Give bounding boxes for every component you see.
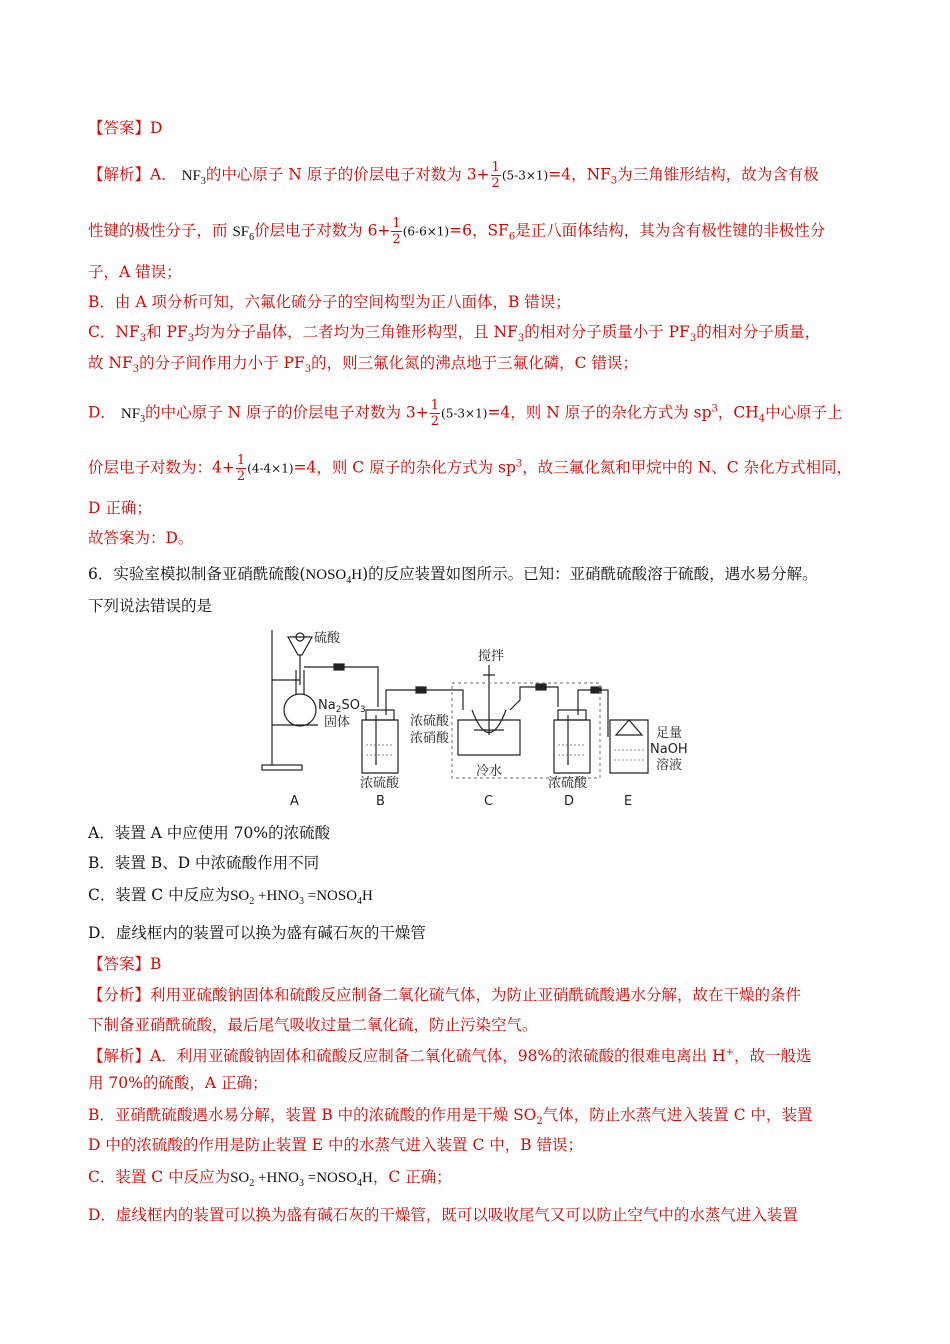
answer-value: D xyxy=(150,119,163,137)
q5-conclusion: 故答案为：D。 xyxy=(88,529,194,547)
fraction-half: $\frac{1}{2}$ xyxy=(236,453,246,484)
label-d-acid: 浓硫酸 xyxy=(548,776,588,791)
letter-e: E xyxy=(624,794,633,809)
q6-jiexi-b-line-2: D 中的浓硫酸的作用是防止装置 E 中的水蒸气进入装置 C 中，B 错误； xyxy=(88,1136,584,1154)
fraction-half: $\frac{1}{2}$ xyxy=(491,160,500,191)
q6-stem-line-2: 下列说法错误的是 xyxy=(88,597,213,615)
label-conc-hno3: 浓硝酸 xyxy=(410,731,450,746)
nosoh-formula: $NOSO_4H$ xyxy=(305,567,363,586)
label-b-acid: 浓硫酸 xyxy=(360,776,400,791)
q5-option-c-line-2: 故 $NF_3$的分子间作用力小于 $PF_3$的，则三氟化氮的沸点地于三氟化磷，C 错误； xyxy=(88,354,638,376)
sf6-formula: $SF_6$ xyxy=(232,223,255,243)
q6-fenxi-line-1: 【分析】利用亚硫酸钠固体和硫酸反应制备二氧化硫气体，为防止亚硝酰硫酸遇水分解，故在干燥的条件 xyxy=(88,986,802,1004)
q6-stem-line-1: 6．实验室模拟制备亚硝酰硫酸$(NOSO_4H)$的反应装置如图所示。已知：亚硝酰硫酸溶于硫酸，遇水易分解。 xyxy=(88,565,818,586)
q6-option-a: A．装置 A 中应使用 70%的浓硫酸 xyxy=(88,824,331,842)
label-acid: 硫酸 xyxy=(314,631,341,646)
q5-option-d-line-1: D． $NF_3$的中心原子 N 原子的价层电子对数为 3+ $\frac{1}{2}$ (5-3×1)=4，则 N 原子的杂化方式为 $sp^3$，$CH_4$中心原子上 xyxy=(88,398,843,429)
answer-tag: 【答案】 xyxy=(88,119,151,137)
q6-jiexi-a-line-2: 用 70%的硫酸，A 正确； xyxy=(88,1074,268,1092)
label-enough: 足量 xyxy=(656,726,683,741)
q5-analysis-line-1: 【解析】A． $NF_3$的中心原子 N 原子的价层电子对数为 3+ $\frac{1}{2}$ (5-3×1)=4，$NF_3$为三角锥形结构，故为含有极 xyxy=(88,160,819,191)
q6-jiexi-b-line-1: B．亚硝酰硫酸遇水易分解，装置 B 中的浓硫酸的作用是干燥 $SO_2$气体，防止水蒸气进入装置 C 中，装置 xyxy=(88,1106,813,1128)
q6-option-c: C．装置 C 中反应为$SO_2 +HNO_3$ $=NOSO_4H$ xyxy=(88,886,373,907)
q6-answer: 【答案】B xyxy=(88,955,162,973)
nf3-formula: $NF_3$ xyxy=(181,167,206,187)
reaction-equation: $SO_2 +HNO_3$ $=NOSO_4H$ xyxy=(230,888,373,907)
letter-a: A xyxy=(290,794,299,809)
reaction-equation: $SO_2 +HNO_3$ $=NOSO_4H$ xyxy=(230,1170,373,1189)
label-solid: 固体 xyxy=(324,715,351,730)
letter-d: D xyxy=(564,794,575,809)
q5-option-c-line-1: C．$NF_3$和 $PF_3$均为分子晶体，二者均为三角锥形构型，且 $NF_3$的相对分子质量小于 $PF_3$的相对分子质量， xyxy=(88,323,821,345)
q5-option-d-line-3: D 正确； xyxy=(88,499,152,517)
apparatus-diagram xyxy=(258,625,708,815)
label-naoh: NaOH xyxy=(650,742,688,757)
letter-b: B xyxy=(376,794,385,809)
label-stir: 搅拌 xyxy=(478,649,505,664)
q6-jiexi-c: C．装置 C 中反应为$SO_2 +HNO_3$ $=NOSO_4H$，C 正确； xyxy=(88,1168,452,1189)
q5-option-b: B．由 A 项分析可知，六氟化硫分子的空间构型为正八面体，B 错误； xyxy=(88,293,571,311)
fraction-half: $\frac{1}{2}$ xyxy=(392,216,401,247)
label-solution: 溶液 xyxy=(656,758,683,773)
label-cold-water: 冷水 xyxy=(476,764,503,779)
q5-answer xyxy=(88,118,162,138)
q5-option-d-line-2: 价层电子对数为：4+ $\frac{1}{2}$ (4-4×1)=4，则 C 原子的杂化方式为 $sp^3$，故三氟化氮和甲烷中的 N、C 杂化方式相同， xyxy=(88,453,853,484)
q6-fenxi-line-2: 下制备亚硝酰硫酸，最后尾气吸收过量二氧化硫，防止污染空气。 xyxy=(88,1016,538,1034)
fraction-half: $\frac{1}{2}$ xyxy=(430,398,440,429)
nf3-formula: $NF_3$ xyxy=(120,405,146,425)
q5-analysis-line-2: 性键的极性分子，而 $SF_6$价层电子对数为 6+ $\frac{1}{2}$ (6-6×1)=6，$SF_6$是正八面体结构，其为含有极性键的非极性分 xyxy=(88,216,826,247)
letter-c: C xyxy=(484,794,494,809)
q6-jiexi-d: D．虚线框内的装置可以换为盛有碱石灰的干燥管，既可以吸收尾气又可以防止空气中的水蒸气进入装置 xyxy=(88,1206,798,1224)
q6-jiexi-a-line-1: 【解析】A．利用亚硫酸钠固体和硫酸反应制备二氧化硫气体，98%的浓硫酸的很难电离出 H+，故一般选 xyxy=(88,1047,812,1066)
label-na2so3: $Na_2SO_3$ xyxy=(318,698,366,715)
q6-option-d: D．虚线框内的装置可以换为盛有碱石灰的干燥管 xyxy=(88,924,426,942)
q6-option-b: B．装置 B、D 中浓硫酸作用不同 xyxy=(88,854,320,872)
label-conc-h2so4: 浓硫酸 xyxy=(410,714,450,729)
q5-analysis-line-3: 子，A 错误； xyxy=(88,263,182,281)
